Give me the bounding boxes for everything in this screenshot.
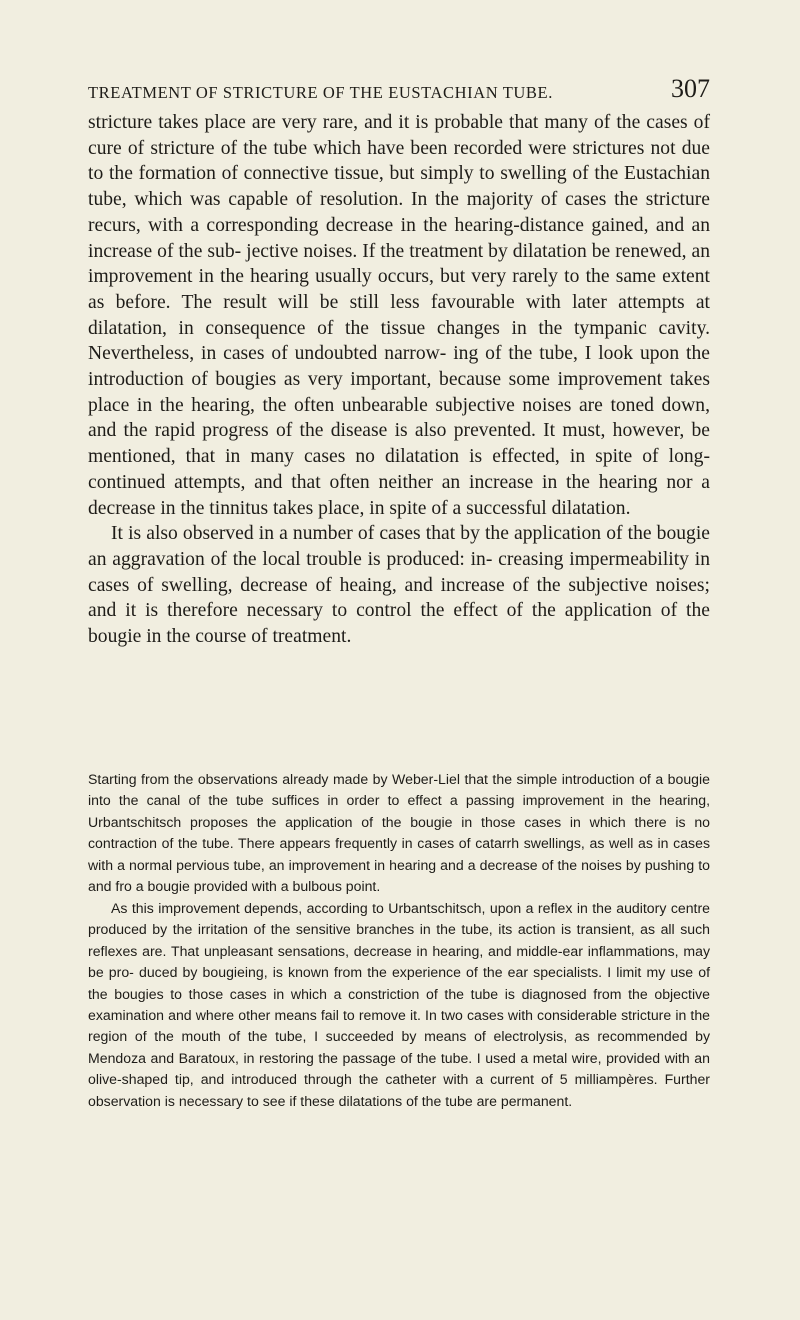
running-head — [88, 74, 710, 106]
note-text — [88, 769, 710, 1112]
page-number: 307 — [671, 74, 710, 103]
note-paragraph: As this improvement depends, according to Urbantschitsch, upon a reflex in the auditory centre produced by the irritation of the sensitive branches in the tube, its action is transient, as all such reflexes are. That unpleasant sensations, decrease in hearing, and middle-ear inflammations, may be pro- duced by bougieing, is known from the experience of the ear specialists. I limit my use of the bougies to those cases in which a constriction of the tube is diagnosed from the objective examination and where other means fail to remove it. In two cases with considerable stricture in the region of the mouth of the tube, I succeeded by means of electrolysis, as recommended by Mendoza and Baratoux, in restoring the passage of the tube. I used a metal wire, provided with an olive-shaped tip, and introduced through the catheter with a current of 5 milliampères. Further observation is necessary to see if these dilatations of the tube are permanent. — [88, 899, 710, 1109]
note-paragraph: Starting from the observations already made by Weber-Liel that the simple introduction of a bougie into the canal of the tube suffices in order to effect a passing improvement in the hearing, Urbantschitsch proposes the application of the bougie in those cases in which there is no contraction of the tube. There appears frequently in cases of catarrh swellings, as well as in cases with a normal pervious tube, an improvement in hearing and a decrease of the noises by pushing to and fro a bougie provided with a bulbous point. — [88, 771, 710, 895]
running-title: TREATMENT OF STRICTURE OF THE EUSTACHIAN TUBE. — [88, 83, 553, 102]
main-text — [88, 110, 710, 650]
main-paragraph: stricture takes place are very rare, and it is probable that many of the cases of cure of stricture of the tube which have been recorded were strictures not due to the formation of connective tissue, but simply to swelling of the Eustachian tube, which was capable of resolution. In the majority of cases the stricture recurs, with a corresponding decrease in the hearing-distance gained, and an increase of the sub- jective noises. If the treatment by dilatation be renewed, an improvement in the hearing usually occurs, but very rarely to the same extent as before. The result will be still less favourable with later attempts at dilatation, in consequence of the tissue changes in the tympanic cavity. Nevertheless, in cases of undoubted narrow- ing of the tube, I look upon the introduction of bougies as very important, because some improvement takes place in the hearing, the often unbearable subjective noises are toned down, and the rapid progress of the disease is also prevented. It must, however, be mentioned, that in many cases no dilatation is effected, in spite of long-continued attempts, and that often neither an increase in the hearing nor a decrease in the tinnitus takes place, in spite of a successful dilatation. — [88, 112, 710, 519]
main-paragraph: It is also observed in a number of cases that by the application of the bougie an aggravation of the local trouble is produced: in- creasing impermeability in cases of swelling, decrease of heaing, and increase of the subjective noises; and it is therefore necessary to control the effect of the application of the bougie in the course of treatment. — [88, 523, 710, 648]
